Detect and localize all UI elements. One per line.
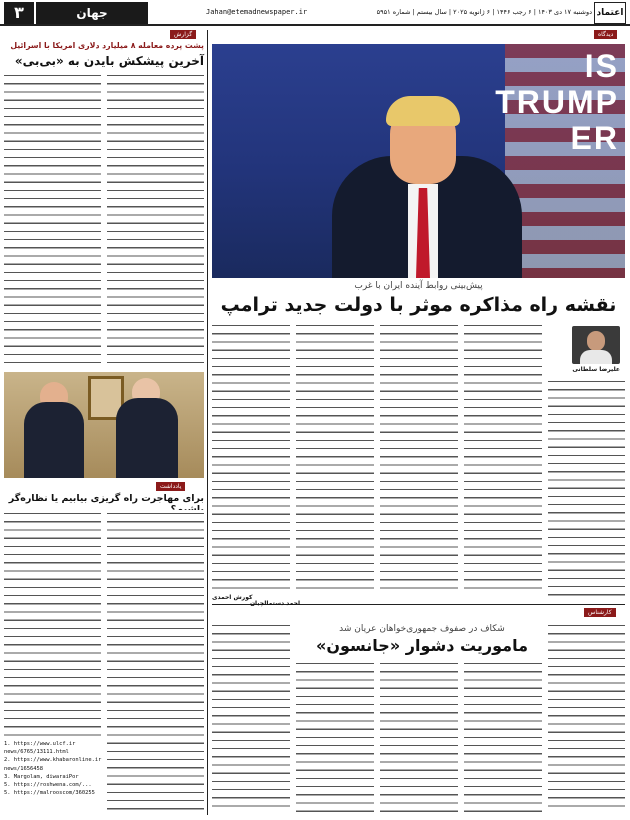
- diplomacy-label: دیدگاه: [594, 30, 617, 39]
- author-photo: [572, 326, 620, 364]
- author-body: [580, 350, 612, 364]
- figure-body-left: [24, 402, 84, 478]
- figure-hair: [386, 96, 460, 126]
- trump-photo: [212, 44, 625, 278]
- reference-item: 1. https://www.ulcf.ir: [4, 741, 76, 747]
- report-label: گزارش: [170, 30, 196, 39]
- main-text-col-2: [296, 322, 374, 590]
- main-text-col-5: [548, 378, 625, 596]
- bottom-story-signature: احمد دستمالچیان: [249, 600, 300, 607]
- biden-netanyahu-photo: [4, 372, 204, 478]
- bottom-text-col-4: [464, 660, 542, 812]
- bottom-story-kicker: شکاف در صفوف جمهوری‌خواهان عریان شد: [339, 624, 505, 634]
- bottom-text-col-1: [212, 622, 290, 812]
- main-text-col-4: [464, 322, 542, 590]
- expert-label: کارشناس: [584, 608, 616, 617]
- reference-item: 5. https://roshwena.com/...: [4, 782, 92, 789]
- lower-left-text-col-2: [107, 510, 204, 812]
- page-number: ۳: [4, 2, 34, 24]
- bottom-story-headline: ماموریت دشوار «جانسون»: [315, 636, 528, 655]
- left-story-kicker: پشت پرده معامله ۸ میلیارد دلاری امریکا با اسرائیل: [10, 41, 204, 50]
- section-email: Jahan@etemadnewspaper.ir: [206, 8, 308, 16]
- lower-left-headline: برای مهاجرت راه گریزی بیابیم یا نظاره‌گر: [8, 493, 204, 504]
- notes-label: یادداشت: [156, 482, 185, 491]
- reference-list: [4, 740, 104, 797]
- bottom-text-col-2: [296, 660, 374, 812]
- left-story-text-col-2: [107, 72, 204, 370]
- dateline: دوشنبه ۱۷ دی ۱۴۰۳ | ۶ رجب ۱۴۴۶ | ۶ ژانویه ۲۰۲۵ | سال بیستم | شماره ۵۹۵۱: [376, 8, 592, 16]
- column-divider: [207, 30, 208, 815]
- main-text-col-3: [380, 322, 458, 590]
- main-text-col-1: [212, 322, 290, 590]
- reference-item: news/6765/13111.html: [4, 749, 69, 756]
- left-story-headline: آخرین پیشکش بایدن به «بی‌بی»: [14, 54, 204, 68]
- bottom-text-col-3: [380, 660, 458, 812]
- figure-body-right: [116, 398, 178, 478]
- author-name: علیرضا سلطانی: [572, 366, 620, 373]
- reference-item: 5. https://malrooscom/360255: [4, 790, 95, 797]
- section-title: جهان: [36, 2, 148, 24]
- backdrop-text: IS: [584, 48, 619, 84]
- backdrop-text: ER: [570, 120, 619, 156]
- newspaper-logo: اعتماد: [594, 2, 626, 24]
- author-head: [587, 331, 605, 351]
- reference-item: news/1656458: [4, 765, 43, 772]
- reference-item: 3. Margolam, diwaraiPor: [4, 773, 79, 780]
- main-story-headline: نقشه راه مذاکره موثر با دولت جدید ترامپ: [220, 294, 617, 316]
- backdrop-text: TRUMP: [495, 84, 619, 120]
- reference-item: 2. https://www.khabaronline.ir: [4, 757, 102, 764]
- bottom-text-col-5: [548, 622, 625, 812]
- main-story-kicker: پیش‌بینی روابط آینده ایران با غرب: [354, 281, 483, 291]
- masthead: [0, 0, 630, 26]
- left-story-text-col-1: [4, 72, 101, 370]
- main-story-signature: کورش احمدی: [212, 594, 253, 601]
- lower-left-text-col-1: [4, 510, 101, 738]
